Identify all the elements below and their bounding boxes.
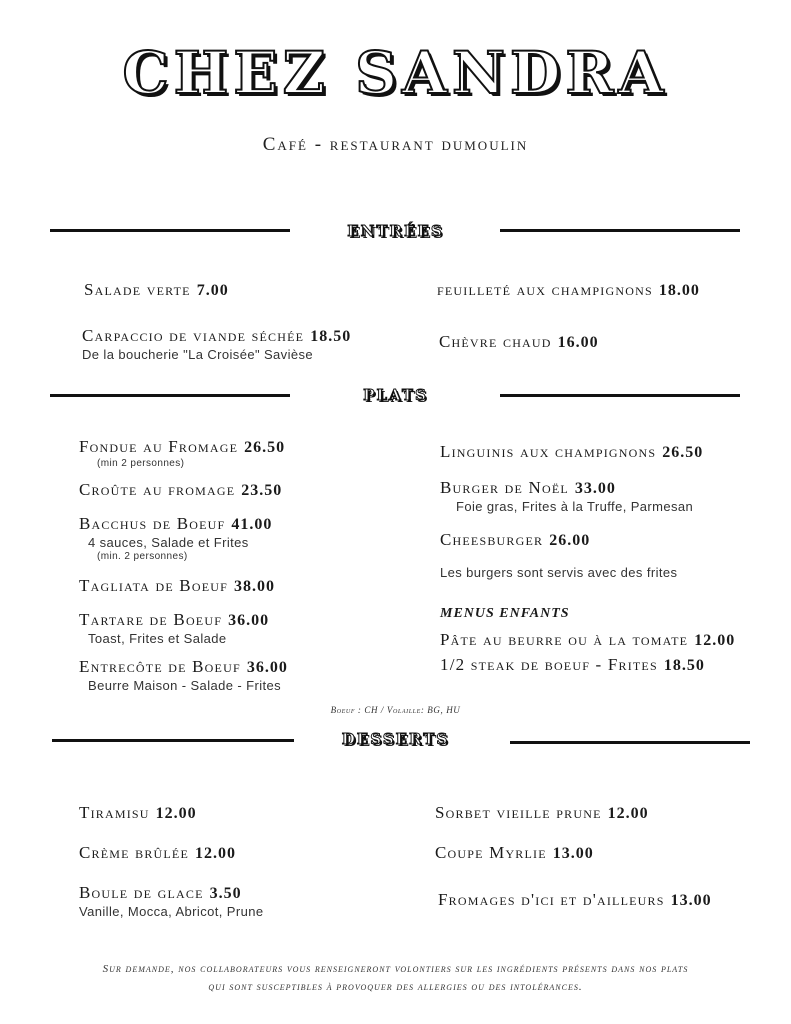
item-name: Entrecôte de Boeuf [79,657,241,676]
menu-item-steak [440,655,705,675]
divider-right [500,229,740,232]
item-price: 3.50 [209,885,242,902]
item-price: 26.50 [662,444,704,461]
section-title-plats: plats [363,380,428,406]
item-price: 36.00 [246,659,288,676]
menu-item-feuillete [437,280,700,300]
item-name: Fromages d'ici et d'ailleurs [438,890,665,909]
menu-item-croute [79,480,282,500]
menu-item-boule-glace [79,883,263,919]
item-price: 12.00 [694,632,736,649]
item-description: De la boucherie "La Croisée" Savièse [82,347,314,362]
item-name: Pâte au beurre ou à la tomate [440,630,689,649]
item-price: 41.00 [231,516,273,533]
item-price: 26.50 [244,439,286,456]
item-name: Tagliata de Boeuf [79,576,228,595]
burger-note: Les burgers sont servis avec des frites [440,565,678,580]
item-name: Coupe Myrlie [435,843,547,862]
section-title-entrees: entrées [347,216,444,242]
item-note: (min. 2 personnes) [97,551,188,562]
menu-item-salade-verte [84,280,229,300]
item-price: 13.00 [552,845,594,862]
item-price: 7.00 [196,282,229,299]
item-price: 33.00 [574,480,616,497]
item-price: 16.00 [557,334,599,351]
menu-item-fondue [79,437,285,469]
menu-item-tiramisu [79,803,197,823]
item-description: Vanille, Mocca, Abricot, Prune [79,904,264,919]
item-price: 38.00 [234,578,275,595]
restaurant-subtitle: Café - restaurant dumoulin [262,134,529,155]
section-header-entrees [0,218,791,248]
meat-origin-note: Boeuf : CH / Volaille: BG, HU [330,705,461,715]
item-price: 23.50 [241,482,283,499]
item-description: Toast, Frites et Salade [88,631,227,646]
menu-item-burger-noel [440,478,693,514]
item-name: Salade verte [84,280,191,299]
item-price: 36.00 [228,612,270,629]
item-name: Chèvre chaud [439,332,552,351]
item-name: 1/2 steak de boeuf - Frites [440,655,658,674]
item-name: Tartare de Boeuf [79,610,223,629]
item-name: Boule de glace [79,883,204,902]
item-price: 13.00 [670,892,712,909]
divider-right [510,741,750,744]
divider-right [500,394,740,397]
item-name: Crème brûlée [79,843,189,862]
restaurant-title: CHEZ SANDRA [122,39,669,107]
section-header-desserts [0,726,791,756]
item-name: Carpaccio de viande séchée [82,326,305,345]
item-name: Linguinis aux champignons [440,442,657,461]
item-name: Tiramisu [79,803,150,822]
menu-item-entrecote [79,657,288,693]
item-price: 18.50 [310,328,352,345]
item-description: (min 2 personnes) [97,458,185,469]
footer-line-2: qui sont susceptibles à provoquer des allergies ou des intolérances. [208,981,583,993]
item-name: Bacchus de Boeuf [79,514,226,533]
item-price: 12.00 [195,845,236,862]
menu-item-fromages [438,890,712,910]
item-price: 18.50 [663,657,705,674]
item-price: 12.00 [607,805,649,822]
menu-item-chevre-chaud [439,332,599,352]
menu-item-linguinis [440,442,703,462]
menu-item-pate [440,630,735,650]
item-name: Croûte au fromage [79,480,236,499]
menu-item-carpaccio [82,326,351,362]
menu-item-bacchus [79,514,272,562]
item-name: Cheesburger [440,530,544,549]
footer-line-1: Sur demande, nos collaborateurs vous renseigneront volontiers sur les ingrédients présents dans nos plats [102,963,689,975]
kids-menu-title: MENUS ENFANTS [440,606,570,621]
menu-item-tartare [79,610,269,646]
allergy-footer [0,960,791,996]
item-price: 18.00 [658,282,700,299]
section-title-desserts: desserts [341,724,450,750]
menu-item-coupe-myrlie [435,843,594,863]
section-header-plats [0,382,791,412]
item-name: Sorbet vieille prune [435,803,602,822]
menu-item-sorbet [435,803,649,823]
item-description: Beurre Maison - Salade - Frites [88,678,282,693]
item-description: 4 sauces, Salade et Frites [88,535,249,550]
item-description: Foie gras, Frites à la Truffe, Parmesan [456,499,694,514]
menu-item-tagliata [79,576,275,596]
item-name: feuilleté aux champignons [437,280,653,299]
menu-item-cheesburger [440,530,590,550]
item-price: 26.00 [549,532,591,549]
item-name: Fondue au Fromage [79,437,239,456]
menu-item-creme-brulee [79,843,236,863]
item-price: 12.00 [155,805,197,822]
item-name: Burger de Noël [440,478,569,497]
